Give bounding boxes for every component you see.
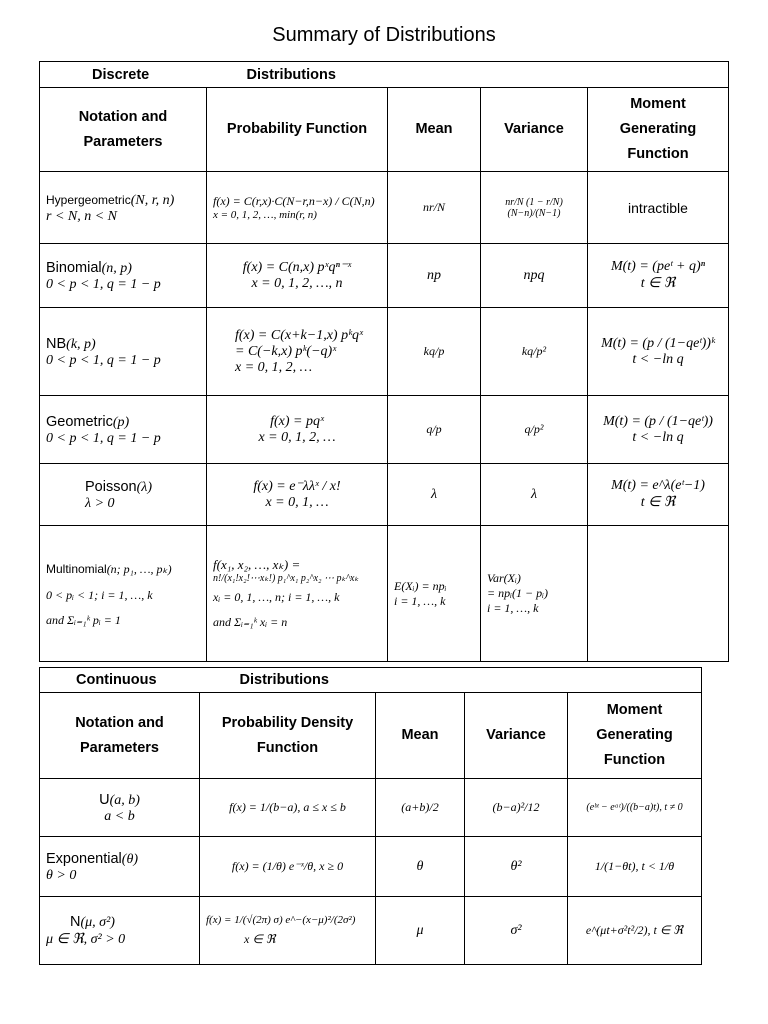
variance-cell: θ² (465, 837, 568, 897)
header-pdf: Probability Density Function (200, 693, 376, 779)
mean-cell: (a+b)/2 (376, 779, 465, 837)
continuous-table (39, 667, 702, 965)
pf-cell (207, 308, 388, 396)
dist-params: 0 < p < 1, q = 1 − p (46, 276, 161, 292)
mgf-cell (588, 464, 729, 526)
mean-cell: np (388, 244, 481, 308)
page-title: Summary of Distributions (272, 24, 496, 46)
notation-cell (40, 897, 200, 965)
header-mean: Mean (376, 693, 465, 779)
table-row (40, 172, 729, 244)
notation-cell (40, 308, 207, 396)
section-label-2: Distributions (207, 62, 388, 88)
pdf-cell (200, 897, 376, 965)
dist-name: Binomial (46, 259, 102, 276)
dist-params: and Σᵢ₌₁ᵏ pᵢ = 1 (46, 612, 121, 627)
pf-line: and Σᵢ₌₁ᵏ xᵢ = n (213, 615, 288, 629)
dist-params: μ ∈ ℜ, σ² > 0 (46, 932, 126, 947)
mean-cell: nr/N (388, 172, 481, 244)
pf-line: f(x) = C(r,x)·C(N−r,n−x) / C(N,n) (213, 194, 375, 208)
pf-line: x = 0, 1, 2, …, min(r, n) (213, 209, 317, 221)
dist-args: (a, b) (109, 792, 140, 808)
header-mgf: Moment Generating Function (568, 693, 702, 779)
header-variance: Variance (481, 88, 588, 172)
pf-line: x = 0, 1, … (265, 495, 329, 510)
mgf-line: M(t) = (peᵗ + q)ⁿ (610, 259, 706, 274)
pf-cell (207, 464, 388, 526)
dist-name: U (99, 791, 110, 808)
pf-line: = C(−k,x) pᵏ(−q)ˣ (235, 343, 337, 359)
mean-cell: λ (388, 464, 481, 526)
pdf-cell: f(x) = (1/θ) e⁻ˣ/θ, x ≥ 0 (200, 837, 376, 897)
mgf-line: t ∈ ℜ (640, 495, 676, 510)
mgf-line: M(t) = (p / (1−qeᵗ))ᵏ (601, 335, 715, 351)
dist-params: θ > 0 (46, 867, 77, 883)
dist-params: 0 < pᵢ < 1; i = 1, …, k (46, 587, 153, 602)
dist-args: (n; p₁, …, pₖ) (106, 561, 172, 576)
pf-line: x = 0, 1, 2, …, n (251, 276, 343, 291)
variance-cell: λ (481, 464, 588, 526)
pf-cell (207, 172, 388, 244)
mgf-cell: 1/(1−θt), t < 1/θ (568, 837, 702, 897)
section-label-2: Distributions (200, 668, 376, 693)
mgf-cell: (eᵇᵗ − eᵃᵗ)/((b−a)t), t ≠ 0 (568, 779, 702, 837)
mean-cell: kq/p (388, 308, 481, 396)
pf-cell (207, 396, 388, 464)
dist-name: Poisson (85, 478, 137, 495)
mgf-line: t ∈ ℜ (640, 276, 676, 291)
mgf-line: t < −ln q (632, 429, 684, 445)
variance-cell (481, 526, 588, 662)
dist-name: Exponential (46, 850, 122, 867)
notation-cell (40, 172, 207, 244)
pf-line: f(x) = C(n,x) pˣqⁿ⁻ˣ (242, 260, 352, 275)
notation-cell (40, 526, 207, 662)
pf-line: n!/(x₁!x₂!⋯xₖ!) p₁^x₁ p₂^x₂ ⋯ pₖ^xₖ (213, 573, 359, 584)
dist-params: r < N, n < N (46, 208, 118, 224)
header-notation: Notation and Parameters (40, 88, 207, 172)
mgf-cell (588, 526, 729, 662)
pf-line: f(x) = e⁻λλˣ / x! (253, 479, 341, 494)
mgf-cell: e^(μt+σ²t²/2), t ∈ ℜ (568, 897, 702, 965)
dist-args: (k, p) (66, 336, 96, 352)
notation-cell (40, 396, 207, 464)
notation-cell (40, 837, 200, 897)
dist-name: Geometric (46, 413, 113, 430)
dist-params: a < b (104, 808, 135, 824)
table-row (40, 897, 702, 965)
mgf-cell: intractible (588, 172, 729, 244)
pdf-cell: f(x) = 1/(b−a), a ≤ x ≤ b (200, 779, 376, 837)
dist-name: Multinomial (46, 561, 107, 576)
pdf-line: f(x) = 1/(√(2π) σ) e^−(x−μ)²/(2σ²) (206, 914, 356, 926)
header-notation: Notation and Parameters (40, 693, 200, 779)
mgf-line: M(t) = (p / (1−qeᵗ)) (603, 413, 713, 429)
dist-args: (μ, σ²) (80, 915, 115, 930)
variance-cell: kq/p² (481, 308, 588, 396)
dist-params: 0 < p < 1, q = 1 − p (46, 352, 161, 368)
dist-args: (λ) (136, 479, 152, 495)
variance-cell: (b−a)²/12 (465, 779, 568, 837)
header-mean: Mean (388, 88, 481, 172)
dist-args: (n, p) (101, 260, 132, 276)
dist-args: (p) (112, 414, 130, 430)
pf-line: x = 0, 1, 2, … (258, 429, 336, 445)
dist-args: (θ) (121, 851, 138, 867)
dist-params: λ > 0 (85, 495, 115, 511)
variance-cell: npq (481, 244, 588, 308)
table-row (40, 244, 729, 308)
pf-cell (207, 244, 388, 308)
dist-name: N (70, 914, 81, 930)
variance-cell: σ² (465, 897, 568, 965)
variance-line: = npᵢ(1 − pᵢ) (487, 586, 548, 600)
table-row (40, 464, 729, 526)
header-probability-function: Probability Function (207, 88, 388, 172)
table-row (40, 837, 702, 897)
mean-cell: q/p (388, 396, 481, 464)
pf-line: xᵢ = 0, 1, …, n; i = 1, …, k (213, 590, 340, 604)
mgf-cell (588, 396, 729, 464)
notation-cell (40, 244, 207, 308)
header-variance: Variance (465, 693, 568, 779)
variance-cell: q/p² (481, 396, 588, 464)
mean-line: i = 1, …, k (394, 593, 446, 608)
mean-line: E(Xᵢ) = npᵢ (394, 578, 447, 593)
mean-cell: μ (376, 897, 465, 965)
table-row (40, 526, 729, 662)
variance-line: Var(Xᵢ) (487, 571, 521, 585)
mgf-cell (588, 244, 729, 308)
pf-line: f(x) = pqˣ (270, 413, 324, 429)
table-row (40, 308, 729, 396)
dist-args: (N, r, n) (130, 192, 175, 208)
dist-name: NB (46, 335, 67, 352)
notation-cell (40, 464, 207, 526)
pf-line: x = 0, 1, 2, … (235, 359, 313, 375)
pf-line: f(x₁, x₂, …, xₖ) = (213, 557, 301, 572)
mgf-line: t < −ln q (632, 351, 684, 367)
mean-cell: θ (376, 837, 465, 897)
pf-cell (207, 526, 388, 662)
variance-line: i = 1, …, k (487, 601, 539, 615)
table-row (40, 396, 729, 464)
header-mgf: Moment Generating Function (588, 88, 729, 172)
section-label: Continuous (40, 668, 200, 693)
mgf-cell (588, 308, 729, 396)
mgf-line: M(t) = e^λ(eᵗ−1) (611, 478, 705, 493)
section-label: Discrete (40, 62, 207, 88)
dist-params: 0 < p < 1, q = 1 − p (46, 430, 161, 446)
notation-cell (40, 779, 200, 837)
discrete-table (39, 61, 729, 662)
pf-line: f(x) = C(x+k−1,x) pᵏqˣ (235, 327, 363, 343)
pdf-line: x ∈ ℜ (244, 932, 276, 946)
mean-cell (388, 526, 481, 662)
variance-cell: nr/N (1 − r/N) (N−n)/(N−1) (481, 172, 588, 244)
dist-name: Hypergeometric (46, 192, 131, 207)
table-row (40, 779, 702, 837)
